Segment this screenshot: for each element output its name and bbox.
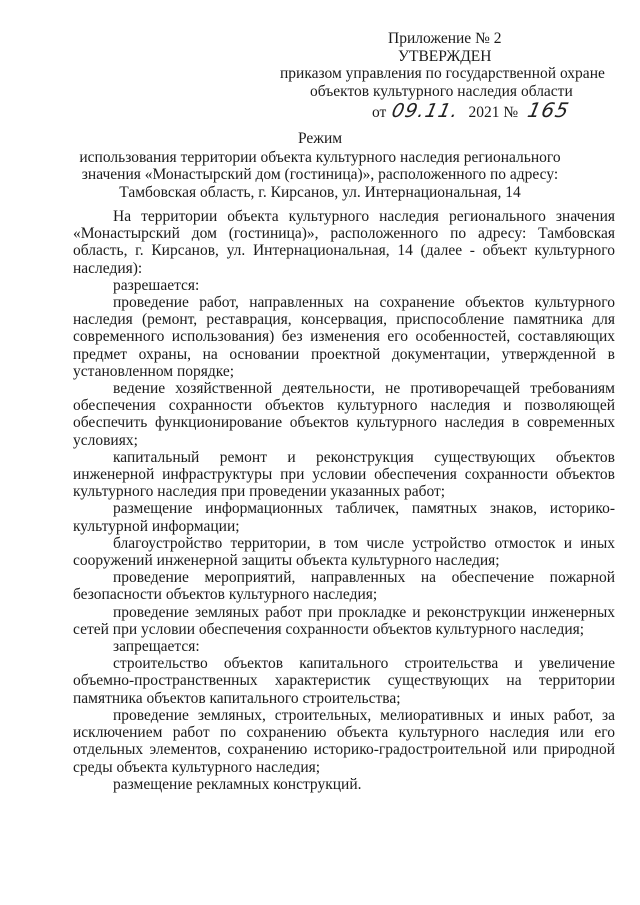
approval-block: [270, 30, 610, 120]
number-sign: №: [503, 104, 519, 121]
document-heading: [60, 130, 580, 201]
handwritten-order-number: 165: [525, 98, 572, 122]
appendix-label: Приложение № 2: [388, 30, 502, 47]
paragraph-allowed-header: разрешается:: [113, 276, 200, 294]
approved-label: УТВЕРЖДЕН: [398, 47, 492, 65]
heading-line-2: значения «Монастырский дом (гостиница)», расположенного по адресу:: [81, 166, 559, 183]
paragraph-allowed-6: проведение мероприятий, направленных на обеспечение пожарной безопасности объектов культурного наследия;: [73, 569, 615, 604]
heading-line-1: использования территории объекта культурного наследия регионального: [79, 148, 561, 166]
order-date-line: [270, 100, 610, 120]
paragraph-allowed-7: проведение земляных работ при прокладке и реконструкции инженерных сетей при условии обеспечения сохранности объектов культурного наследия;: [73, 603, 615, 638]
paragraph-allowed-5: благоустройство территории, в том числе устройство отмосток и иных сооружений инженерной защиты объекта культурного наследия;: [73, 534, 615, 570]
paragraph-allowed-2: ведение хозяйственной деятельности, не противоречащей требованиям обеспечения сохранности объектов культурного наследия и позволяющей обеспечить функционирование объектов культурного наследия в современных условиях;: [73, 380, 615, 449]
paragraph-forbidden-1: строительство объектов капитального строительства и увеличение объемно-пространственных характеристик существующих на территории памятника объектов капитального строительства;: [73, 655, 615, 707]
paragraph-allowed-4: размещение информационных табличек, памятных знаков, историко-культурной информации;: [73, 500, 615, 535]
document-body: [73, 208, 615, 793]
paragraph-intro: На территории объекта культурного наследия регионального значения «Монастырский дом (гостиница)», расположенного по адресу: Тамбовская область, г. Кирсанов, ул. Интернациональная, 14 (далее - объект культурного наследия):: [73, 208, 615, 277]
heading-line-3: Тамбовская область, г. Кирсанов, ул. Интернациональная, 14: [119, 183, 521, 201]
paragraph-allowed-3: капитальный ремонт и реконструкция существующих объектов инженерной инфраструктуры при условии обеспечения сохранности объектов культурного наследия при проведении указанных работ;: [73, 448, 615, 501]
paragraph-forbidden-3: размещение рекламных конструкций.: [113, 775, 362, 793]
order-line-2: объектов культурного наследия области: [310, 82, 573, 100]
paragraph-forbidden-header: запрещается:: [113, 638, 200, 656]
date-prefix: от: [372, 104, 387, 121]
handwritten-date: 09.11.: [389, 100, 461, 122]
order-year: 2021: [468, 104, 500, 121]
paragraph-forbidden-2: проведение земляных, строительных, мелиоративных и иных работ, за исключением работ по сохранению объекта культурного наследия или его отдельных элементов, сохранению историко-градостроительной или природной среды объекта культурного наследия;: [73, 706, 615, 776]
heading-title: Режим: [297, 130, 343, 147]
paragraph-allowed-1: проведение работ, направленных на сохранение объектов культурного наследия (ремонт, реставрация, консервация, приспособление памятника для современного использования) без изменения его особенностей, составляющих предмет охраны, на основании проектной документации, утвержденной в установленном порядке;: [73, 294, 615, 380]
order-line-1: приказом управления по государственной охране: [280, 65, 605, 82]
